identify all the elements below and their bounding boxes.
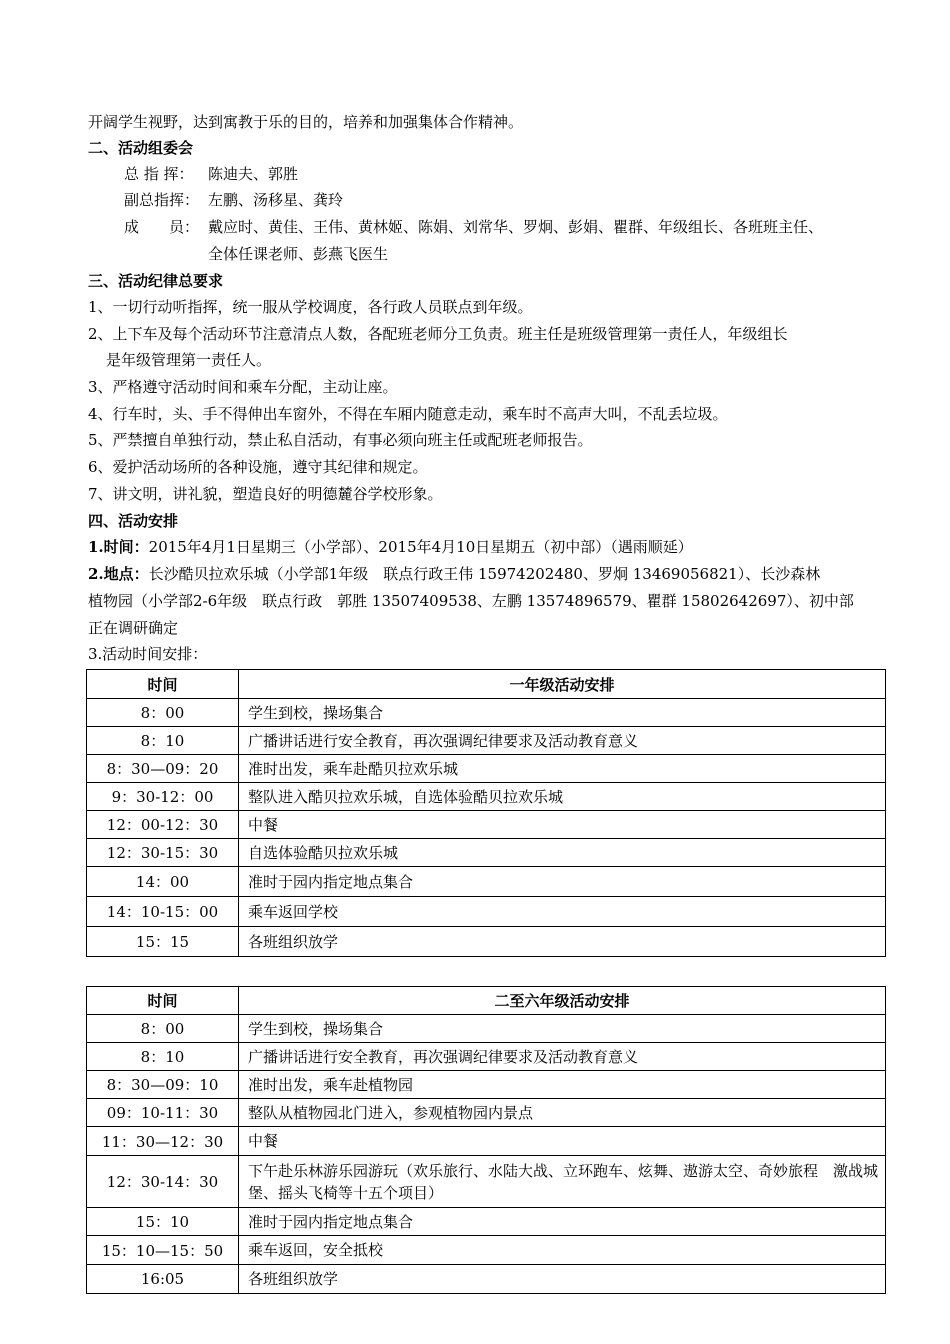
table-row — [87, 1156, 886, 1208]
table-row — [87, 1015, 886, 1043]
discipline-item: 1、一切行动听指挥，统一服从学校调度，各行政人员联点到年级。 — [88, 298, 533, 316]
time-cell: 9：30-12：00 — [87, 783, 239, 811]
activity-cell: 中餐 — [239, 1127, 886, 1156]
section-heading-discipline: 三、活动纪律总要求 — [88, 272, 224, 290]
table-header-row — [87, 987, 886, 1015]
table-row — [87, 1127, 886, 1156]
table-row — [87, 867, 886, 897]
activity-cell: 广播讲话进行安全教育，再次强调纪律要求及活动教育意义 — [239, 1043, 886, 1071]
table-row — [87, 783, 886, 811]
committee-label-chief: 总 指 挥： — [124, 165, 194, 183]
time-cell: 14：10-15：00 — [87, 897, 239, 927]
time-cell: 15：15 — [87, 927, 239, 957]
time-cell: 16:05 — [87, 1265, 239, 1294]
table-row — [87, 727, 886, 755]
column-header-time: 时间 — [87, 670, 239, 699]
activity-place-cont: 植物园（小学部2-6年级 联点行政 郭胜 13507409538、左鹏 13574896579、瞿群 15802642697）、初中部 — [88, 592, 854, 610]
time-cell: 12：00-12：30 — [87, 811, 239, 839]
activity-time-label: 1.时间： — [88, 538, 149, 556]
time-cell: 8：00 — [87, 699, 239, 727]
activity-time-line — [88, 537, 693, 557]
time-cell: 09：10-11：30 — [87, 1099, 239, 1127]
table-row — [87, 1236, 886, 1265]
activity-cell: 准时出发，乘车赴植物园 — [239, 1071, 886, 1099]
activity-cell: 自选体验酷贝拉欢乐城 — [239, 839, 886, 867]
column-header-activity: 二至六年级活动安排 — [239, 987, 886, 1015]
activity-cell: 各班组织放学 — [239, 1265, 886, 1294]
time-cell: 8：10 — [87, 1043, 239, 1071]
activity-place-label: 2.地点： — [88, 565, 149, 583]
committee-value-members: 戴应时、黄佳、王伟、黄林姬、陈娟、刘常华、罗炯、彭娟、瞿群、年级组长、各班班主任、 — [208, 218, 824, 236]
activity-cell: 整队进入酷贝拉欢乐城，自选体验酷贝拉欢乐城 — [239, 783, 886, 811]
activity-place-line — [88, 564, 820, 584]
activity-cell: 各班组织放学 — [239, 927, 886, 957]
activity-place-value: 长沙酷贝拉欢乐城（小学部1年级 联点行政王伟 15974202480、罗炯 13469056821）、长沙森林 — [148, 565, 821, 583]
table-row — [87, 811, 886, 839]
activity-place-cont: 正在调研确定 — [88, 619, 179, 637]
discipline-item: 6、爱护活动场所的各种设施，遵守其纪律和规定。 — [88, 458, 428, 476]
discipline-item: 5、严禁擅自单独行动，禁止私自活动，有事必须向班主任或配班老师报告。 — [88, 431, 593, 449]
time-cell: 15：10—15：50 — [87, 1236, 239, 1265]
activity-cell: 乘车返回，安全抵校 — [239, 1236, 886, 1265]
table-row — [87, 1071, 886, 1099]
committee-label-members: 成 员： — [124, 218, 200, 236]
table-row — [87, 897, 886, 927]
section-heading-arrangement: 四、活动安排 — [88, 512, 179, 530]
table-header-row — [87, 670, 886, 699]
schedule-label: 3.活动时间安排： — [88, 645, 208, 663]
activity-cell: 下午赴乐林游乐园游玩（欢乐旅行、水陆大战、立环跑车、炫舞、遨游太空、奇妙旅程 激战城堡、摇头飞椅等十五个项目） — [239, 1156, 886, 1208]
activity-time-value: 2015年4月1日星期三（小学部）、2015年4月10日星期五（初中部）（遇雨顺延） — [148, 538, 693, 556]
time-cell: 8：30—09：20 — [87, 755, 239, 783]
committee-value-deputy: 左鹏、汤移星、龚玲 — [208, 191, 344, 209]
activity-cell: 准时出发，乘车赴酷贝拉欢乐城 — [239, 755, 886, 783]
time-cell: 8：00 — [87, 1015, 239, 1043]
time-cell: 12：30-15：30 — [87, 839, 239, 867]
committee-label-deputy: 副总指挥： — [124, 191, 200, 209]
time-cell: 15：10 — [87, 1208, 239, 1236]
time-cell: 8：30—09：10 — [87, 1071, 239, 1099]
time-cell: 8：10 — [87, 727, 239, 755]
column-header-time: 时间 — [87, 987, 239, 1015]
time-cell: 14：00 — [87, 867, 239, 897]
committee-value-members-cont: 全体任课老师、彭燕飞医生 — [208, 245, 389, 263]
grade1-schedule-table — [86, 669, 886, 957]
table-row — [87, 839, 886, 867]
activity-cell: 学生到校，操场集合 — [239, 1015, 886, 1043]
activity-cell: 乘车返回学校 — [239, 897, 886, 927]
activity-cell: 广播讲话进行安全教育，再次强调纪律要求及活动教育意义 — [239, 727, 886, 755]
discipline-item-cont: 是年级管理第一责任人。 — [106, 351, 272, 369]
table-row — [87, 1265, 886, 1294]
activity-cell: 准时于园内指定地点集合 — [239, 867, 886, 897]
time-cell: 11：30—12：30 — [87, 1127, 239, 1156]
grades2to6-schedule-table — [86, 986, 886, 1294]
activity-cell: 整队从植物园北门进入，参观植物园内景点 — [239, 1099, 886, 1127]
discipline-item: 3、严格遵守活动时间和乘车分配，主动让座。 — [88, 378, 398, 396]
committee-value-chief: 陈迪夫、郭胜 — [208, 165, 299, 183]
discipline-item: 4、行车时，头、手不得伸出车窗外，不得在车厢内随意走动，乘车时不高声大叫，不乱丢垃圾。 — [88, 405, 728, 423]
column-header-activity: 一年级活动安排 — [239, 670, 886, 699]
activity-cell: 准时于园内指定地点集合 — [239, 1208, 886, 1236]
table-row — [87, 927, 886, 957]
table-row — [87, 755, 886, 783]
intro-paragraph-tail: 开阔学生视野，达到寓教于乐的目的，培养和加强集体合作精神。 — [88, 113, 524, 131]
discipline-item: 2、上下车及每个活动环节注意清点人数，各配班老师分工负责。班主任是班级管理第一责任人，年级组长 — [88, 325, 788, 343]
table-row — [87, 1043, 886, 1071]
activity-cell: 中餐 — [239, 811, 886, 839]
discipline-item: 7、讲文明，讲礼貌，塑造良好的明德麓谷学校形象。 — [88, 485, 443, 503]
table-row — [87, 1208, 886, 1236]
section-heading-committee: 二、活动组委会 — [88, 139, 194, 157]
table-row — [87, 699, 886, 727]
activity-cell: 学生到校，操场集合 — [239, 699, 886, 727]
time-cell: 12：30-14：30 — [87, 1156, 239, 1208]
table-row — [87, 1099, 886, 1127]
